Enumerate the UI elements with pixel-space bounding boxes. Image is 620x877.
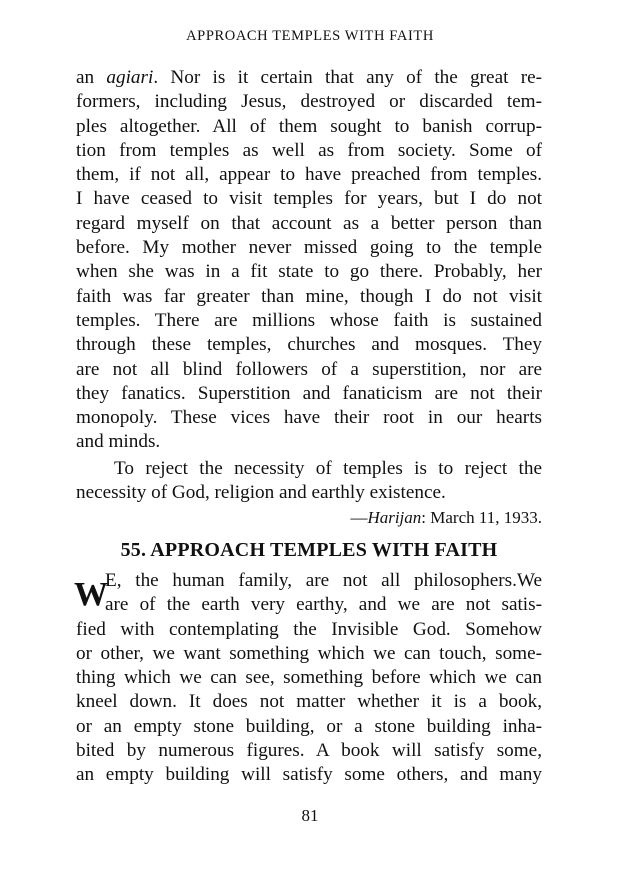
drop-cap: W (74, 576, 108, 613)
text-line: they fanatics. Superstition and fanaticism are not their (76, 382, 542, 404)
text-line: or other, we want something which we can touch, some- (76, 642, 542, 664)
text-line: E, the human family, are not all philosophers.We (105, 570, 542, 591)
page-number: 81 (301, 806, 319, 825)
text-line: monopoly. These vices have their root in our hearts (76, 407, 542, 429)
paragraph-continuation (76, 66, 542, 455)
text-line: and minds. (76, 431, 161, 453)
text-line: through these temples, churches and mosques. They (76, 334, 542, 356)
text-line: them, if not all, appear to have preached from temples. (76, 164, 542, 186)
text-line: an agiari. Nor is it certain that any of the great re- (76, 67, 542, 88)
text-line: tion from temples as well as from society. Some of (76, 139, 542, 161)
text-line: formers, including Jesus, destroyed or discarded tem- (76, 91, 542, 113)
text-line: To reject the necessity of temples is to reject the (114, 458, 542, 479)
text-line: are of the earth very earthy, and we are not satis- (105, 594, 542, 616)
text-line: are not all blind followers of a superstition, nor are (76, 358, 542, 380)
text-line: or an empty stone building, or a stone building inha- (76, 715, 542, 737)
text-line: kneel down. It does not matter whether it is a book, (76, 691, 542, 713)
chapter-heading: 55. APPROACH TEMPLES WITH FAITH (120, 539, 498, 561)
chapter-opening-paragraph (76, 569, 542, 788)
text-line: ples altogether. All of them sought to banish corrup- (76, 115, 542, 137)
running-head: APPROACH TEMPLES WITH FAITH (186, 28, 434, 44)
text-line: when she was in a fit state to go there. Probably, her (76, 261, 542, 283)
text-line: before. My mother never missed going to the temple (76, 237, 542, 259)
text-line: temples. There are millions whose faith is sustained (76, 309, 542, 331)
text-line: faith was far greater than mine, though I do not visit (76, 285, 542, 307)
text-line: an empty building will satisfy some others, and many (76, 764, 542, 786)
text-line: necessity of God, religion and earthly existence. (76, 482, 446, 504)
source-citation: —Harijan: March 11, 1933. (350, 508, 542, 527)
publication-name: Harijan (367, 508, 422, 527)
italic-term: agiari (106, 67, 154, 88)
text-line: regard myself on that account as a better person than (76, 212, 542, 234)
text-line: bited by numerous figures. A book will satisfy some, (76, 740, 542, 762)
text-line: thing which we can see, something before which we can (76, 667, 542, 689)
text-line: I have ceased to visit temples for years, but I do not (76, 188, 542, 210)
text-line: fied with contemplating the Invisible God. Somehow (76, 618, 542, 640)
paragraph-conclusion (76, 457, 542, 506)
